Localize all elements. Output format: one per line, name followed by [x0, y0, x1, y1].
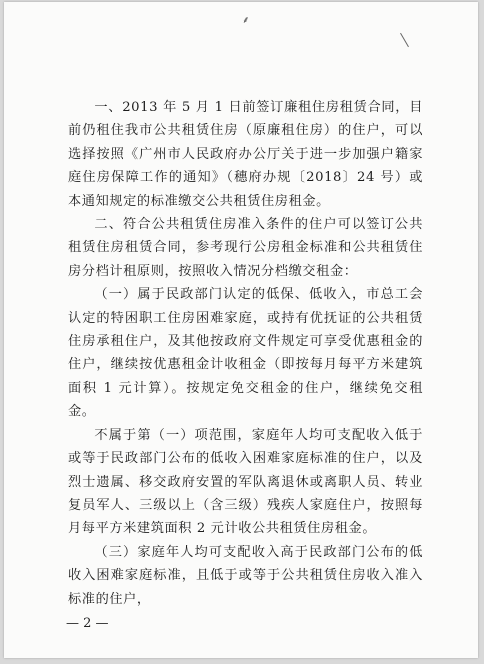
paragraph-2: 二、符合公共租赁住房准入条件的住户可以签订公共租赁住房租赁合同，参考现行公房租金标准和公共租赁住房分档计租原则，按照收入情况分档缴交租金： [68, 217, 423, 279]
corner-mark [400, 33, 409, 47]
body-text [68, 96, 423, 611]
paragraph-3: （一）属于民政部门认定的低保、低收入，市总工会认定的特困职工住房困难家庭，或持有优抚证的公共租赁住房承租住户，及其他按政府文件规定可享受优惠租金的住户，继续按优惠租金计收租金（即按每月每平方米建筑面积 1 元计算）。按规定免交租金的住户，继续免交租金。 [68, 287, 423, 420]
paragraph-1: 一、2013 年 5 月 1 日前签订廉租住房租赁合同，目前仍租住我市公共租赁住房（原廉租住房）的住户，可以选择按照《广州市人民政府办公厅关于进一步加强户籍家庭住房保障工作的通知》（穗府办规〔2018〕24 号）或本通知规定的标准缴交公共租赁住房租金。 [68, 100, 423, 209]
page-number: — 2 — [66, 616, 109, 631]
paragraph-5: （三）家庭年人均可支配收入高于民政部门公布的低收入困难家庭标准，且低于或等于公共租赁住房收入准入标准的住户， [68, 544, 423, 607]
paragraph-4: 不属于第（一）项范围，家庭年人均可支配收入低于或等于民政部门公布的低收入困难家庭标准的住户，以及烈士遗属、移交政府安置的军队离退休或离职人员、转业复员军人、三级以上（含三级）残疾人家庭住户，按照每月每平方米建筑面积 2 元计收公共租赁住房租金。 [68, 427, 423, 537]
top-mark: ⸙ [242, 15, 250, 26]
document-page [4, 2, 478, 658]
